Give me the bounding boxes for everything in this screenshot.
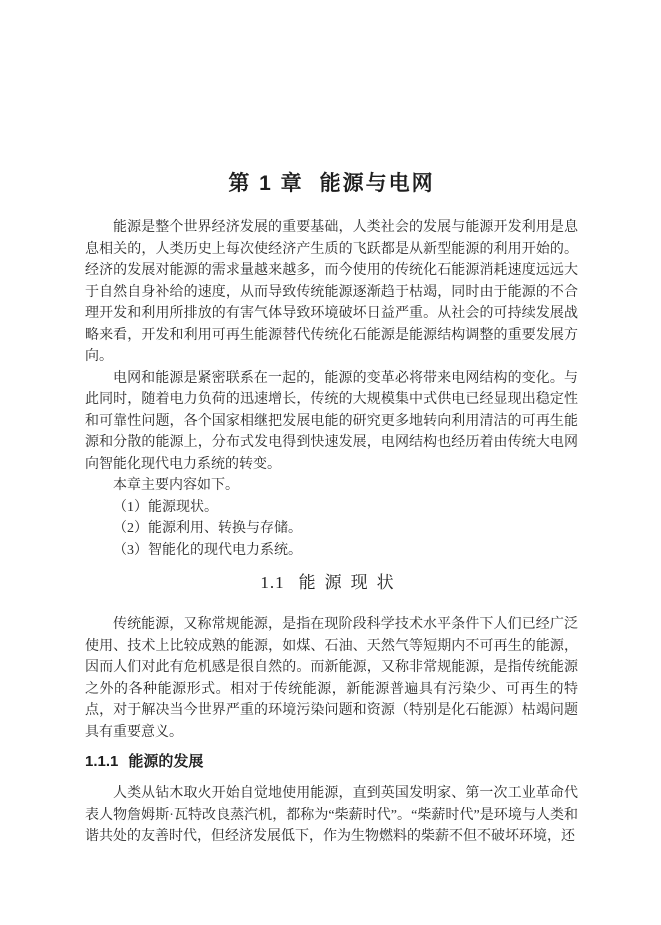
- subsection-1-1-1-number: 1.1.1: [85, 753, 119, 770]
- section-1-1-name: 能源现状: [298, 573, 403, 592]
- subsection-1-1-1-title: [85, 751, 578, 773]
- intro-paragraph-2: 电网和能源是紧密联系在一起的，能源的变革必将带来电网结构的变化。与此同时，随着电力负荷的迅速增长，传统的大规模集中式供电已经显现出稳定性和可靠性问题，各个国家相继把发展电能的研究更多地转向利用清洁的可再生能源和分散的能源上，分布式发电得到快速发展，电网结构也经历着由传统大电网向智能化现代电力系统的转变。: [85, 370, 578, 472]
- chapter-number: 第 1 章: [228, 172, 304, 195]
- section-1-1-number: 1.1: [260, 573, 285, 592]
- chapter-overview-lead: 本章主要内容如下。: [113, 478, 239, 493]
- section-1-1-paragraph: 传统能源，又称常规能源，是指在现阶段科学技术水平条件下人们已经广泛使用、技术上比较成熟的能源，如煤、石油、天然气等短期内不可再生的能源，因而人们对此有危机感是很自然的。而新能源，又称非常规能源，是指传统能源之外的各种能源形式。相对于传统能源，新能源普遍具有污染少、可再生的特点，对于解决当今世界严重的环境污染问题和资源（特别是化石能源）枯竭问题具有重要意义。: [85, 617, 578, 740]
- intro-paragraph-1: 能源是整个世界经济发展的重要基础，人类社会的发展与能源开发利用是息息相关的，人类历史上每次使经济产生质的飞跃都是从新型能源的利用开始的。经济的发展对能源的需求量越来越多，而今使用的传统化石能源消耗速度远远大于自然自身补给的速度，从而导致传统能源逐渐趋于枯竭，同时由于能源的不合理开发和利用所排放的有害气体导致环境破坏日益严重。从社会的可持续发展战略来看，开发和利用可再生能源替代传统化石能源是能源结构调整的重要发展方向。: [85, 220, 578, 364]
- chapter-overview-item-1: （1）能源现状。: [113, 499, 218, 515]
- subsection-1-1-1-paragraph: 人类从钻木取火开始自觉地使用能源，直到英国发明家、第一次工业革命代表人物詹姆斯·瓦特改良蒸汽机，都称为“柴薪时代”。“柴薪时代”是环境与人类和谐共处的友善时代，但经济发展低下，作为生物燃料的柴薪不但不破坏环境，还: [85, 786, 578, 844]
- subsection-1-1-1-name: 能源的发展: [128, 753, 204, 770]
- chapter-overview-item-2: （2）能源利用、转换与存储。: [113, 521, 302, 536]
- chapter-overview-item-3: （3）智能化的现代电力系统。: [113, 542, 302, 558]
- chapter-name: 能源与电网: [319, 172, 435, 195]
- chapter-title: [85, 170, 578, 198]
- section-1-1-title: [85, 572, 578, 594]
- text-block: [85, 170, 578, 848]
